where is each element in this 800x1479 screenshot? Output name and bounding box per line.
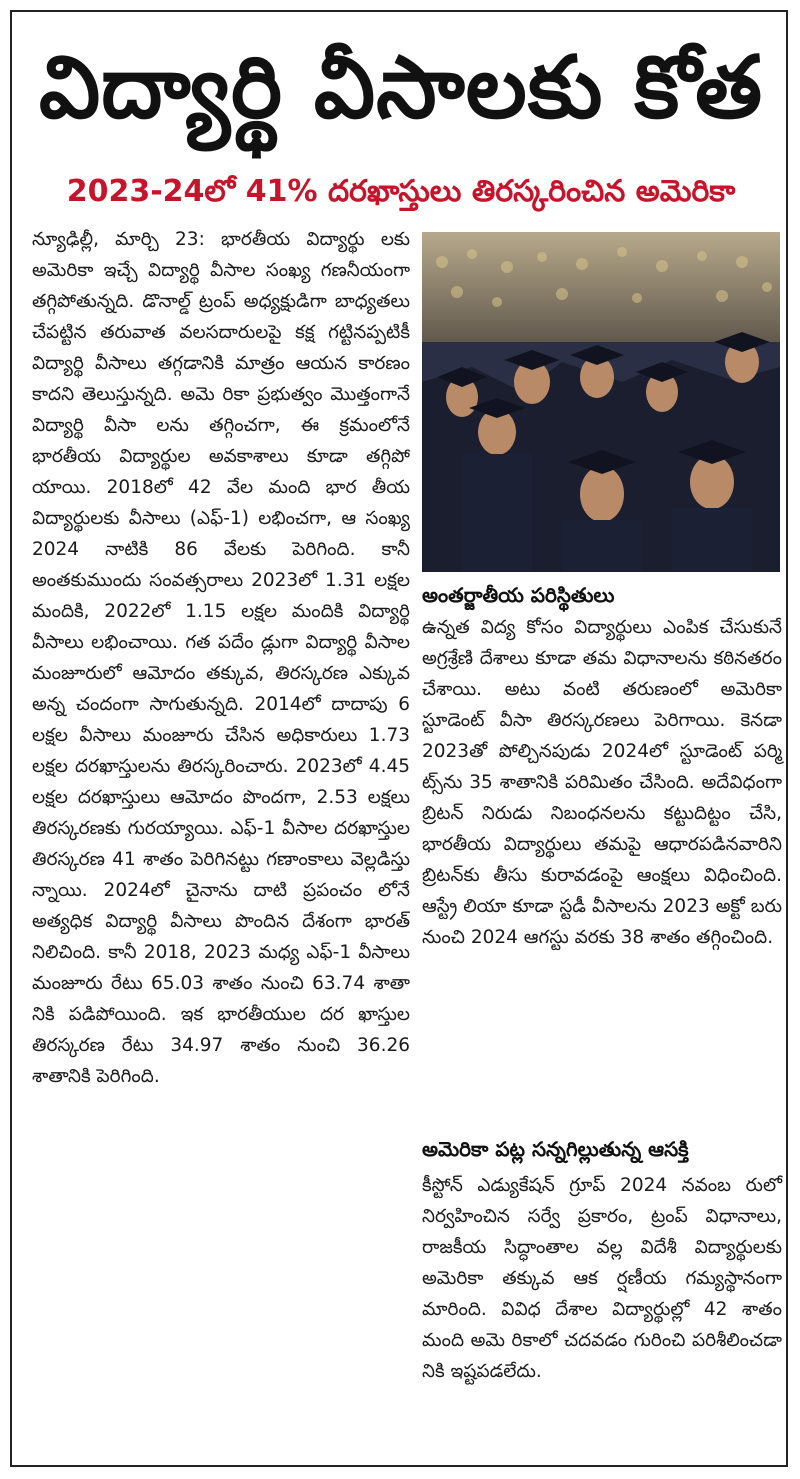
section-title-interest: అమెరికా పట్ల సన్నగిల్లుతున్న ఆసక్తి <box>422 1137 689 1161</box>
newspaper-clipping <box>10 10 788 1467</box>
section-body-interest: కీస్టోన్ ఎడ్యుకేషన్ గ్రూప్ 2024 నవంబ రులో నిర్వహించిన సర్వే ప్రకారం, ట్రంప్ విధానాలు, రాజకీయ సిద్ధాంతాల వల్ల విదేశీ విద్యార్థులకు అమెరికా తక్కువ ఆక ర్షణీయ గమ్యస్థానంగా మారింది. వివిధ దేశాల విద్యార్థుల్లో 42 శాతం మంది అమె రికాలో చదవడం గురించి పరిశీలించడా నికి ఇష్టపడలేదు. <box>422 1175 782 1382</box>
subheadline: 2023-24లో 41% దరఖాస్తులు తిరస్కరించిన అమెరికా <box>66 174 736 209</box>
section-title-international: అంతర్జాతీయ పరిస్థితులు <box>422 583 615 607</box>
main-article-body: న్యూఢిల్లీ, మార్చి 23: భారతీయ విద్యార్థు లకు అమెరికా ఇచ్చే విద్యార్థి వీసాల సంఖ్య గణనీయంగా తగ్గిపోతున్నది. డొనాల్డ్ ట్రంప్ అధ్యక్షుడిగా బాధ్యతలు చేపట్టిన తరువాత వలసదారులపై కక్ష గట్టినప్పటికీ విద్యార్థి వీసాలు తగ్గడానికి మాత్రం ఆయన కారణం కాదని తెలుస్తున్నది. అమె రికా ప్రభుత్వం మొత్తంగానే విద్యార్థి వీసా లను తగ్గించగా, ఈ క్రమంలోనే భారతీయ విద్యార్థుల అవకాశాలు కూడా తగ్గిపో యాయి. 2018లో 42 వేల మంది భార తీయ విద్యార్థులకు వీసాలు (ఎఫ్-1) లభించగా, ఆ సంఖ్య 2024 నాటికి 86 వేలకు పెరిగింది. కానీ అంతకుముందు సంవత్సరాలు 2023లో 1.31 లక్షల మందికి, 2022లో 1.15 లక్షల మందికి విద్యార్థి వీసాలు లభించాయి. గత పదేం డ్లుగా విద్యార్థి వీసాల మంజూరులో ఆమోదం తక్కువ, తిరస్కరణ ఎక్కువ అన్న చందంగా సాగుతున్నది. 2014లో దాదాపు 6 లక్షల వీసాలు మంజూరు చేసిన అధికారులు 1.73 లక్షల దరఖాస్తులను తిరస్కరించారు. 2023లో 4.45 లక్షల దరఖాస్తులు ఆమోదం పొందగా, 2.53 లక్షలు తిరస్కరణకు గురయ్యాయి. ఎఫ్-1 వీసాల దరఖాస్తుల తిరస్కరణ 41 శాతం పెరిగినట్టు గణాంకాలు వెల్లడిస్తు న్నాయి. 2024లో చైనాను దాటి ప్రపంచం లోనే అత్యధిక విద్యార్థి వీసాలు పొందిన దేశంగా భారత్ నిలిచింది. కానీ 2018, 2023 మధ్య ఎఫ్-1 వీసాలు మంజూరు రేటు 65.03 శాతం నుంచి 63.74 శాతా నికి పడిపోయింది. ఇక భారతీయుల దర ఖాస్తుల తిరస్కరణ రేటు 34.97 శాతం నుంచి 36.26 శాతానికి పెరిగింది. <box>32 229 410 1087</box>
section-body-international: ఉన్నత విద్య కోసం విద్యార్థులు ఎంపిక చేసుకునే అగ్రశ్రేణి దేశాలు కూడా తమ విధానాలను కఠినతరం చేశాయి. అటు వంటి తరుణంలో అమెరికా స్టూడెంట్ వీసా తిరస్కరణలు పెరిగాయి. కెనడా 2023తో పోల్చినపుడు 2024లో స్టూడెంట్ పర్మి ట్స్‌ను 35 శాతానికి పరిమితం చేసింది. అదేవిధంగా బ్రిటన్ నిరుడు నిబంధనలను కట్టుదిట్టం చేసి, భారతీయ విద్యార్థులు తమపై ఆధారపడినవారిని బ్రిటన్‌కు తీసు కురావడంపై ఆంక్షలు విధించింది. ఆస్ట్రే లియా కూడా స్టడీ వీసాలను 2023 అక్టో బరు నుంచి 2024 ఆగస్టు వరకు 38 శాతం తగ్గించింది. <box>422 617 782 948</box>
graduation-photo <box>422 232 780 572</box>
headline: విద్యార్థి వీసాలకు కోత <box>39 38 763 138</box>
